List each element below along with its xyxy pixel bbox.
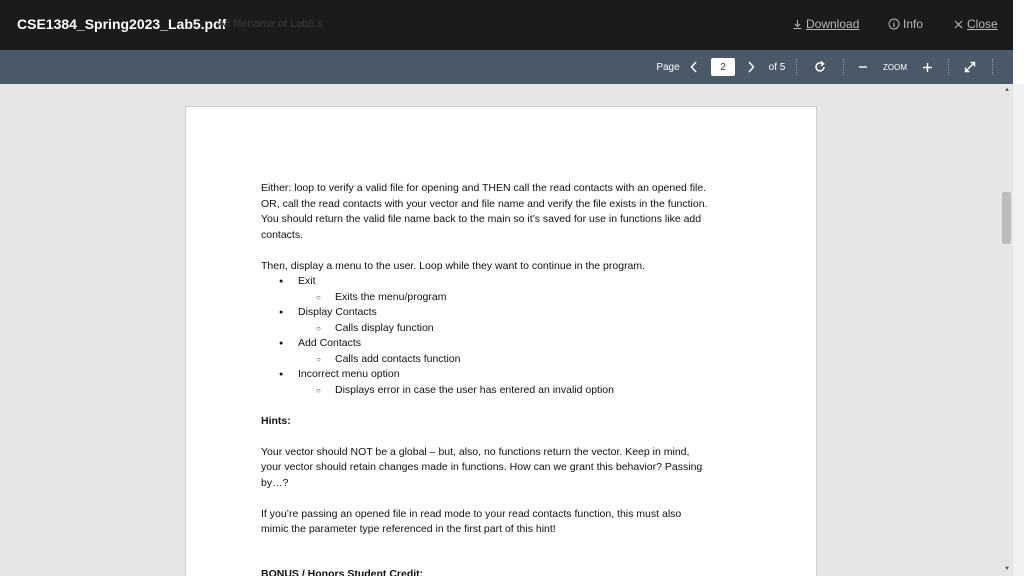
page-content — [261, 181, 761, 576]
close-label: Close — [967, 17, 998, 31]
page-label: Page — [656, 61, 680, 73]
fullscreen-button[interactable] — [960, 50, 980, 84]
scroll-down-arrow[interactable]: ▼ — [1004, 566, 1010, 572]
menu-bullet-item: ● Add Contacts — [261, 336, 761, 352]
toolbar-divider — [843, 59, 844, 75]
chevron-left-icon — [690, 61, 698, 73]
menu-sub-item: ○ Calls add contacts function — [261, 352, 761, 368]
zoom-label: ZOOM — [883, 62, 907, 72]
download-label: Download — [806, 17, 860, 31]
paragraph-line: Your vector should NOT be a global – but, also, no functions return the vector. Keep in mind, — [261, 445, 690, 458]
paragraph-line: Either: loop to verify a valid file for opening and THEN call the read contacts with an opened file. — [261, 182, 707, 194]
menu-sub-item: ○ Exits the menu/program — [261, 290, 761, 306]
scrollbar-thumb[interactable] — [1002, 192, 1011, 244]
paragraph-line: OR, call the read contacts with your vector and file name and verify the file exists in the function. — [261, 197, 708, 210]
paragraph-line: You should return the valid file name back to the main so it’s saved for use in functions like add — [261, 213, 702, 225]
prev-page-button[interactable] — [687, 50, 701, 84]
bonus-heading: BONUS / Honors Student Credit: — [261, 568, 424, 576]
info-icon — [888, 18, 900, 30]
info-link[interactable] — [888, 17, 923, 31]
toolbar-divider — [992, 59, 993, 75]
zoom-out-button[interactable] — [855, 50, 871, 84]
paragraph-line: your vector should retain changes made in functions. How can we grant this behavior? Passing — [261, 461, 703, 473]
toolbar-divider — [948, 59, 949, 75]
download-icon — [792, 19, 803, 30]
menu-sub-item: ○ Calls display function — [261, 321, 761, 337]
menu-sub-item: ○ Displays error in case the user has entered an invalid option — [261, 383, 761, 399]
expand-icon — [964, 61, 976, 73]
pdf-page — [185, 106, 817, 576]
rotate-icon — [813, 60, 827, 74]
viewer-header — [0, 0, 1013, 50]
chevron-right-icon — [747, 61, 755, 73]
page-number-input[interactable]: 2 — [711, 58, 735, 76]
menu-bullet-item: ● Exit — [261, 274, 761, 290]
ghost-background-text: All filename of Lab5.s — [218, 18, 324, 30]
close-icon — [953, 19, 964, 30]
paragraph-line: contacts. — [261, 228, 304, 241]
paragraph-line: If you’re passing an opened file in read mode to your read contacts function, this must also — [261, 507, 682, 520]
page-count: of 5 — [768, 61, 786, 73]
scroll-up-arrow[interactable]: ▲ — [1004, 87, 1010, 93]
paragraph-line: Then, display a menu to the user. Loop while they want to continue in the program. — [261, 259, 646, 272]
paragraph-line: mimic the parameter type referenced in the first part of this hint! — [261, 523, 556, 535]
close-link[interactable] — [953, 17, 998, 31]
minus-icon — [858, 62, 868, 72]
download-link[interactable] — [792, 17, 859, 31]
menu-bullet-item: ● Incorrect menu option — [261, 367, 761, 383]
file-title: CSE1384_Spring2023_Lab5.pdf — [17, 16, 227, 32]
hints-heading: Hints: — [261, 414, 291, 427]
outer-scrollbar-track[interactable] — [1013, 84, 1024, 576]
menu-bullet-item: ● Display Contacts — [261, 305, 761, 321]
plus-icon — [922, 62, 933, 73]
rotate-button[interactable] — [810, 50, 830, 84]
paragraph-line: by…? — [261, 476, 289, 489]
zoom-in-button[interactable] — [919, 50, 935, 84]
next-page-button[interactable] — [744, 50, 758, 84]
info-label: Info — [903, 17, 924, 31]
toolbar-divider — [796, 59, 797, 75]
pdf-toolbar — [0, 50, 1013, 84]
